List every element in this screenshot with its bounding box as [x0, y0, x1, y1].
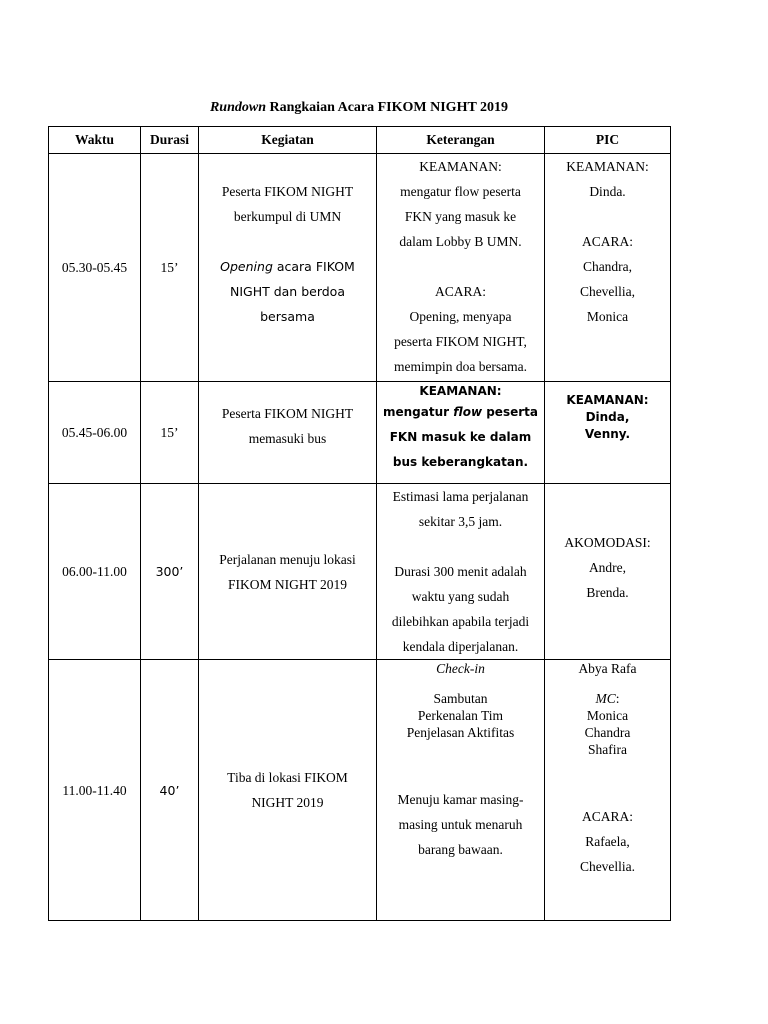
title-text: Rangkaian Acara FIKOM NIGHT 2019 [266, 100, 509, 115]
pic-line: Chevellia. [579, 859, 636, 874]
pic-line: Venny. [584, 427, 631, 441]
pic-line: Dinda. [589, 184, 626, 199]
cell-pic [545, 382, 671, 484]
kegiatan-line: NIGHT 2019 [251, 795, 324, 810]
table-header-row [49, 127, 671, 154]
cell-keterangan [377, 660, 545, 921]
rundown-table [48, 126, 671, 921]
cell-durasi: 15’ [141, 154, 199, 382]
cell-waktu: 11.00-11.40 [49, 660, 141, 921]
keterangan-emphasis: Check-in [436, 661, 485, 676]
pic-line: Monica [586, 309, 629, 324]
keterangan-line: Sambutan [433, 691, 488, 706]
cell-keterangan [377, 154, 545, 382]
table-row [49, 154, 671, 382]
keterangan-line: bus keberangkatan. [392, 455, 529, 469]
keterangan-line: peserta FIKOM NIGHT, [394, 334, 527, 349]
keterangan-emphasis: flow [453, 405, 483, 419]
keterangan-line: Estimasi lama perjalanan [392, 489, 529, 504]
pic-line: Chevellia, [579, 284, 636, 299]
pic-line: Abya Rafa [578, 661, 637, 676]
title-emphasis: Rundown [209, 100, 266, 115]
document-title [48, 100, 670, 116]
keterangan-line: Opening, menyapa [409, 309, 512, 324]
keterangan-line: barang bawaan. [418, 842, 503, 857]
cell-durasi: 40’ [141, 660, 199, 921]
cell-waktu: 05.45-06.00 [49, 382, 141, 484]
keterangan-line: KEAMANAN: [419, 159, 502, 174]
pic-line: ACARA: [581, 234, 633, 249]
keterangan-line: FKN masuk ke dalam [389, 430, 532, 444]
table-row [49, 484, 671, 660]
pic-line: KEAMANAN: [566, 393, 649, 407]
pic-line: Monica [586, 708, 629, 723]
keterangan-line: Durasi 300 menit adalah [394, 564, 527, 579]
kegiatan-line: Tiba di lokasi FIKOM [227, 770, 348, 785]
keterangan-line: mengatur flow peserta [400, 184, 521, 199]
keterangan-line: Perkenalan Tim [417, 708, 504, 723]
keterangan-line: KEAMANAN: [419, 384, 502, 398]
pic-line: : [615, 691, 620, 706]
header-durasi: Durasi [141, 127, 199, 154]
keterangan-line: peserta [482, 405, 538, 419]
cell-durasi: 15’ [141, 382, 199, 484]
pic-emphasis: MC [595, 691, 616, 706]
pic-line: Dinda, [585, 410, 630, 424]
keterangan-line: masing untuk menaruh [398, 817, 523, 832]
pic-line: Rafaela, [585, 834, 630, 849]
cell-pic [545, 484, 671, 660]
keterangan-line: kendala diperjalanan. [402, 639, 519, 654]
keterangan-line: Menuju kamar masing- [397, 792, 524, 807]
cell-kegiatan [199, 660, 377, 921]
cell-kegiatan [199, 484, 377, 660]
pic-line: Andre, [588, 560, 627, 575]
kegiatan-line: berkumpul di UMN [233, 209, 342, 224]
cell-keterangan [377, 382, 545, 484]
pic-line: Shafira [588, 742, 627, 757]
keterangan-line: waktu yang sudah [411, 589, 510, 604]
keterangan-line: FKN yang masuk ke [404, 209, 517, 224]
pic-line: ACARA: [581, 809, 633, 824]
keterangan-line: memimpin doa bersama. [393, 359, 528, 374]
kegiatan-line: memasuki bus [248, 431, 327, 446]
cell-kegiatan [199, 154, 377, 382]
kegiatan-line: Perjalanan menuju lokasi [219, 551, 356, 567]
header-keterangan: Keterangan [377, 127, 545, 154]
header-waktu: Waktu [49, 127, 141, 154]
kegiatan-line: Peserta FIKOM NIGHT [221, 184, 354, 199]
keterangan-line: Penjelasan Aktifitas [406, 725, 515, 740]
table-row [49, 382, 671, 484]
kegiatan-line: Peserta FIKOM NIGHT [221, 406, 354, 421]
pic-line: AKOMODASI: [564, 535, 651, 550]
header-pic: PIC [545, 127, 671, 154]
keterangan-line: mengatur [383, 405, 454, 419]
header-kegiatan: Kegiatan [199, 127, 377, 154]
kegiatan-line: bersama [260, 309, 315, 324]
pic-line: Brenda. [586, 585, 629, 600]
kegiatan-line: NIGHT dan berdoa [229, 284, 345, 299]
cell-kegiatan [199, 382, 377, 484]
pic-line: Chandra, [582, 259, 633, 274]
pic-line: Chandra [584, 725, 631, 740]
cell-durasi: 300’ [141, 484, 199, 660]
cell-pic [545, 154, 671, 382]
kegiatan-line: FIKOM NIGHT 2019 [227, 576, 347, 592]
kegiatan-emphasis: Opening [220, 259, 273, 274]
cell-waktu: 06.00-11.00 [49, 484, 141, 660]
cell-keterangan [377, 484, 545, 660]
cell-waktu: 05.30-05.45 [49, 154, 141, 382]
keterangan-line: sekitar 3,5 jam. [418, 514, 503, 529]
pic-line: KEAMANAN: [566, 159, 649, 174]
keterangan-line: dalam Lobby B UMN. [399, 234, 522, 249]
kegiatan-line: acara FIKOM [272, 259, 355, 274]
cell-pic [545, 660, 671, 921]
table-row [49, 660, 671, 921]
keterangan-line: ACARA: [434, 284, 486, 299]
keterangan-line: dilebihkan apabila terjadi [391, 614, 530, 629]
